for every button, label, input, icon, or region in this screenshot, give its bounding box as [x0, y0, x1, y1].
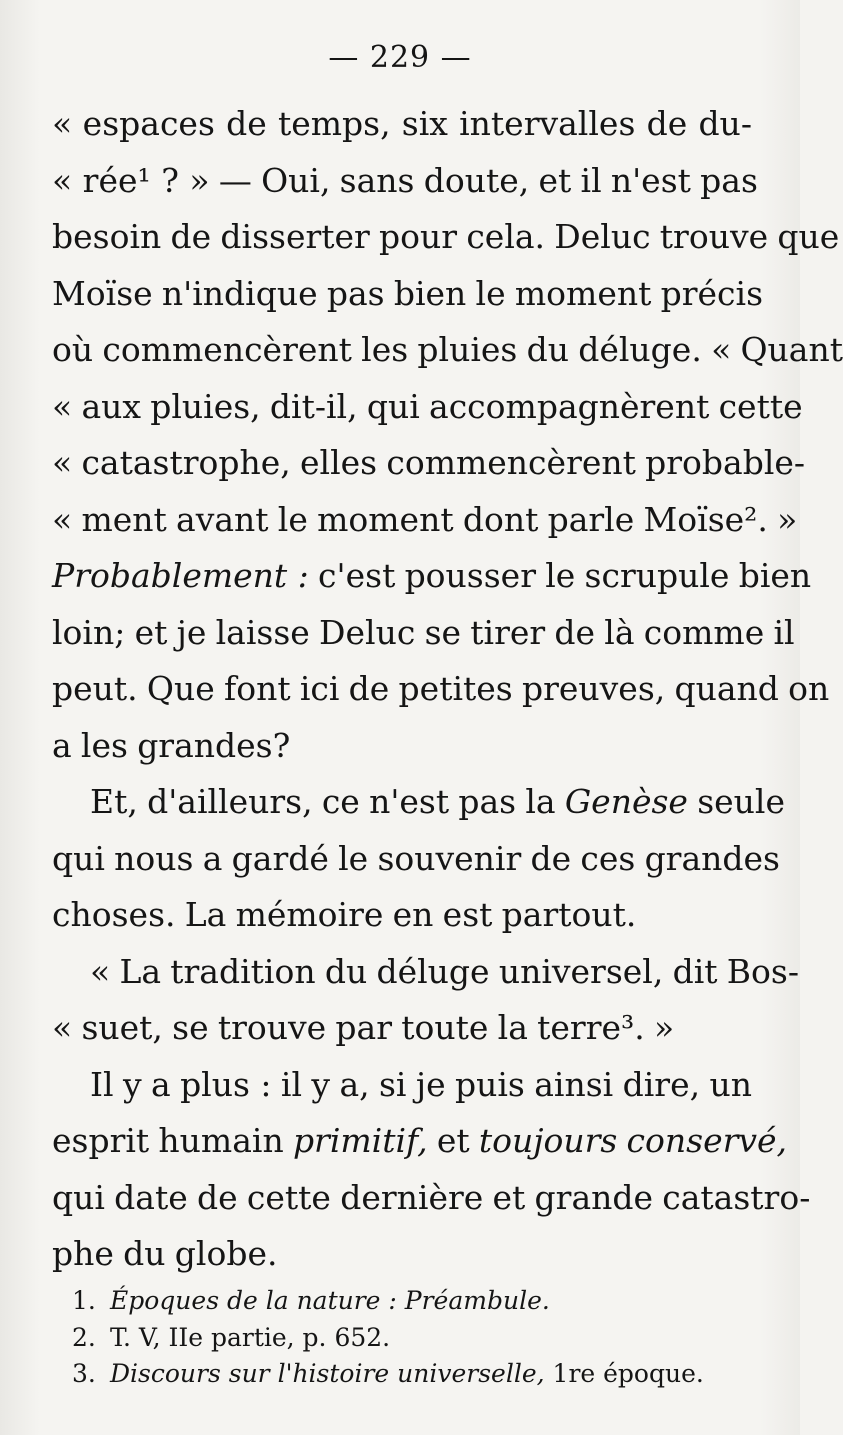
word: mémoire	[235, 895, 384, 934]
word: »	[777, 499, 798, 539]
word: scrupule	[584, 556, 730, 595]
word: le	[475, 273, 506, 313]
word: dont	[462, 499, 539, 539]
word: pas	[458, 782, 517, 821]
footnote	[72, 1283, 732, 1320]
word: puis	[455, 1064, 525, 1104]
word: pas	[700, 160, 758, 200]
word: le	[545, 556, 576, 595]
word: qui	[366, 386, 420, 426]
word: Que	[146, 669, 215, 708]
word: de	[197, 1177, 238, 1217]
word: preuves,	[521, 669, 666, 708]
word: cette	[718, 386, 803, 426]
text-line	[52, 1170, 811, 1227]
word: la	[525, 782, 556, 821]
word: Oui,	[261, 160, 331, 200]
word: ces	[580, 838, 636, 878]
word: le	[338, 838, 369, 878]
word: « espaces	[52, 104, 215, 143]
word: y	[311, 1064, 331, 1104]
word: laisse	[215, 612, 310, 652]
word: catastrophe,	[81, 443, 291, 482]
page-number: — 229 —	[328, 40, 472, 75]
text-line	[52, 605, 795, 662]
word: temps,	[277, 104, 391, 143]
word: le	[277, 499, 308, 539]
word: trouve	[217, 1008, 327, 1047]
word: « rée¹ ? »	[52, 160, 210, 200]
word: cette	[246, 1177, 331, 1217]
word: nous	[114, 838, 194, 878]
word: du	[324, 951, 368, 991]
word: «	[90, 951, 111, 991]
footnotes	[72, 1283, 732, 1393]
word: je	[415, 1064, 446, 1104]
word: on	[788, 669, 830, 708]
word: tirer	[470, 612, 546, 652]
word: de	[530, 838, 572, 878]
text-line	[52, 96, 752, 153]
word: dire,	[622, 1064, 701, 1104]
word: n'est	[369, 782, 450, 821]
word: Moïse	[52, 273, 153, 313]
text-line	[52, 209, 840, 266]
word: du	[526, 330, 569, 369]
word: de	[554, 612, 596, 652]
footnote-text: Époques de la nature : Préambule.	[110, 1286, 550, 1315]
word: terre³.	[537, 1008, 645, 1047]
text-line	[52, 322, 843, 379]
word: un	[709, 1064, 752, 1104]
word: je	[176, 612, 207, 652]
word: petites	[398, 669, 513, 708]
word: humain	[158, 1121, 284, 1160]
text-line	[52, 266, 764, 323]
word: et	[134, 612, 168, 652]
word: n'est	[610, 160, 691, 200]
word: la	[497, 1008, 528, 1047]
word: aux	[81, 386, 141, 426]
word: universel,	[498, 951, 664, 991]
word: grandes?	[137, 725, 291, 765]
word: bien	[738, 556, 812, 595]
word: de	[170, 217, 212, 256]
word: «	[52, 443, 73, 482]
footnote-number: 3.	[72, 1359, 96, 1388]
text-line	[52, 153, 758, 210]
word: souvenir	[377, 838, 522, 878]
word: commencèrent	[386, 443, 636, 482]
word: date	[114, 1177, 188, 1217]
word: du	[123, 1234, 166, 1273]
text-line	[52, 661, 830, 718]
word: les	[80, 725, 128, 765]
footnote-text: T. V, IIe partie, p. 652.	[110, 1322, 391, 1352]
word: partout.	[501, 895, 637, 934]
footnote-rest: 1re époque.	[544, 1359, 704, 1388]
word: cela.	[466, 217, 546, 256]
word: il	[280, 1064, 303, 1104]
word: se	[424, 612, 462, 652]
word: »	[653, 1008, 675, 1047]
text-line	[52, 1226, 752, 1283]
text-line	[52, 435, 806, 492]
word: La	[119, 951, 162, 991]
word: ce	[321, 782, 360, 821]
word: en	[392, 895, 434, 934]
word: et	[538, 160, 572, 200]
footnote	[72, 1356, 732, 1393]
word: que	[777, 217, 840, 256]
word: par	[335, 1008, 392, 1047]
footnote	[72, 1320, 732, 1357]
word: pour	[379, 217, 458, 256]
word: pluies,	[150, 386, 261, 426]
word: primitif,	[292, 1121, 428, 1160]
word: Probablement :	[52, 556, 309, 595]
word: a,	[339, 1064, 370, 1104]
text-line	[52, 718, 752, 775]
text-line	[52, 1000, 752, 1057]
word: «	[711, 330, 732, 369]
word: disserter	[220, 217, 370, 256]
text-line	[52, 774, 785, 831]
word: toute	[401, 1008, 489, 1047]
word: Quant	[740, 330, 843, 369]
text-line	[52, 1113, 788, 1170]
footnote-number: 1.	[72, 1286, 96, 1315]
word: et	[492, 1177, 526, 1217]
footnote-title: Discours sur l'histoire universelle,	[110, 1359, 545, 1388]
word: a	[151, 1064, 171, 1104]
main-text	[52, 96, 843, 1283]
word: pluies	[417, 330, 518, 369]
word: il	[773, 612, 795, 652]
word: de	[646, 104, 688, 143]
word: moment	[317, 499, 454, 539]
word: de	[348, 669, 390, 708]
word: c'est	[318, 556, 396, 595]
word: si	[378, 1064, 407, 1104]
word: là	[604, 612, 635, 652]
footnote-number: 2.	[72, 1322, 96, 1352]
word: ici	[299, 669, 340, 708]
word: parle	[547, 499, 635, 539]
word: les	[361, 330, 409, 369]
word: gardé	[231, 838, 329, 878]
word: y	[122, 1064, 142, 1104]
word: Bos-	[726, 951, 799, 991]
text-line	[52, 887, 752, 944]
word: il	[580, 160, 602, 200]
word: conservé,	[626, 1121, 788, 1160]
word: du-	[698, 104, 752, 143]
word: a	[52, 725, 72, 765]
word: Deluc	[554, 217, 651, 256]
word: besoin	[52, 217, 162, 256]
word: avant	[176, 499, 269, 539]
word: se	[172, 1008, 209, 1047]
word: qui	[52, 838, 105, 878]
word: qui	[52, 1177, 105, 1217]
word: Il	[90, 1064, 114, 1104]
word: est	[442, 895, 493, 934]
word: font	[223, 669, 291, 708]
text-line	[52, 492, 798, 549]
word: «	[52, 499, 73, 539]
word: suet,	[81, 1008, 163, 1047]
word: pas	[326, 273, 385, 313]
word: commencèrent	[102, 330, 352, 369]
word: esprit	[52, 1121, 150, 1160]
word: catastro-	[662, 1177, 811, 1217]
word: comme	[643, 612, 765, 652]
word: Deluc	[319, 612, 416, 652]
word: moment	[514, 273, 652, 313]
word: ment	[81, 499, 167, 539]
word: a	[202, 838, 223, 878]
word: choses.	[52, 895, 176, 934]
text-line	[52, 944, 799, 1001]
word: plus :	[180, 1064, 272, 1104]
text-line	[52, 548, 812, 605]
text-line	[52, 379, 803, 436]
word: d'ailleurs,	[147, 782, 313, 821]
word: dit	[672, 951, 718, 991]
word: six	[401, 104, 448, 143]
word: La	[184, 895, 227, 934]
word: déluge	[376, 951, 490, 991]
word: trouve	[659, 217, 769, 256]
word: déluge.	[578, 330, 702, 369]
word: dernière	[340, 1177, 484, 1217]
word: où	[52, 330, 94, 369]
word: quand	[674, 669, 779, 708]
word: toujours	[478, 1121, 618, 1160]
word: peut.	[52, 669, 138, 708]
word: grandes	[644, 838, 780, 878]
word: elles	[300, 443, 378, 482]
word: globe.	[174, 1234, 278, 1273]
word: doute,	[423, 160, 530, 200]
word: de	[226, 104, 267, 143]
word: seule	[697, 782, 785, 821]
word: «	[52, 1008, 73, 1047]
word: pousser	[404, 556, 536, 595]
word: accompagnèrent	[429, 386, 710, 426]
word: grande	[534, 1177, 654, 1217]
word: «	[52, 386, 73, 426]
word: tradition	[170, 951, 316, 991]
word: dit-il,	[269, 386, 358, 426]
word: et	[436, 1121, 470, 1160]
word: bien	[393, 273, 467, 313]
word: Genèse	[564, 782, 688, 821]
word: Et,	[90, 782, 138, 821]
text-line	[52, 1057, 752, 1114]
word: ainsi	[534, 1064, 614, 1104]
text-line	[52, 831, 780, 888]
word: Moïse².	[643, 499, 768, 539]
word: sans	[339, 160, 415, 200]
word: n'indique	[161, 273, 318, 313]
word: précis	[660, 273, 764, 313]
word: phe	[52, 1234, 114, 1273]
word: —	[218, 160, 252, 200]
word: probable-	[645, 443, 806, 482]
word: intervalles	[459, 104, 636, 143]
word: loin;	[52, 612, 126, 652]
